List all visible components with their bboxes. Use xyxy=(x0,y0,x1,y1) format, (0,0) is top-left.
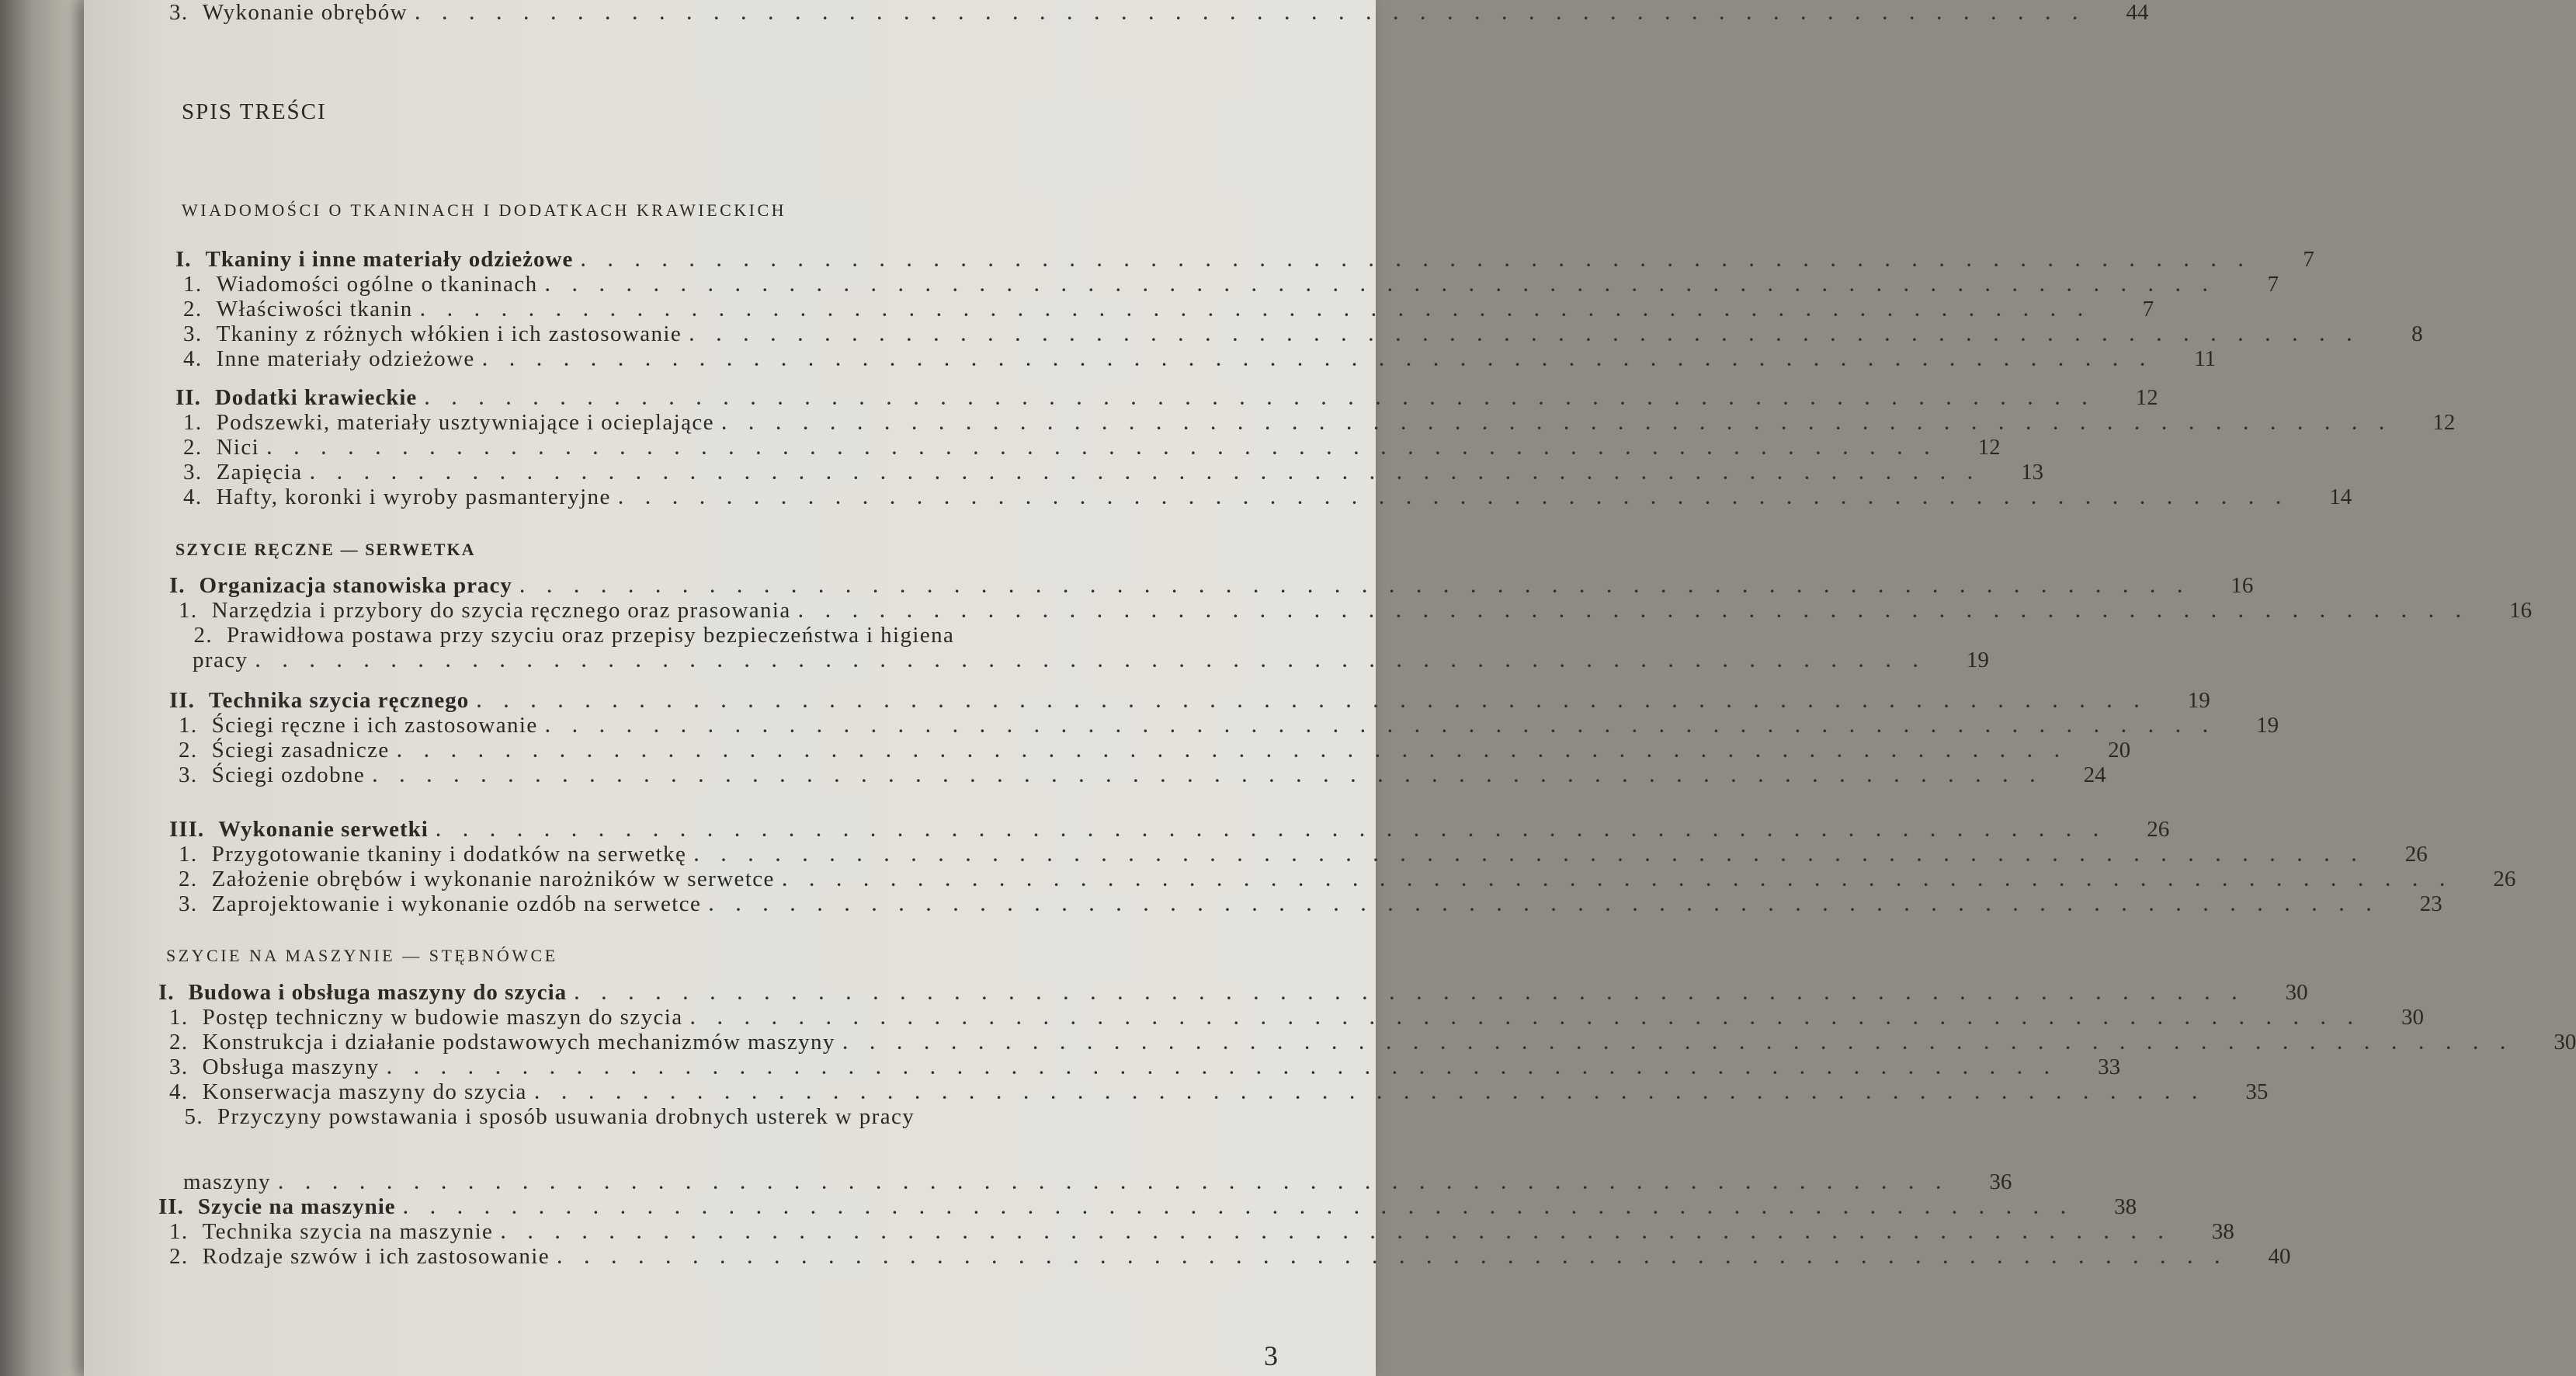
entry-number: 1. xyxy=(179,842,198,867)
chapter-row xyxy=(175,247,2314,273)
page-reference: 12 xyxy=(2432,410,2456,435)
toc-entry-continuation xyxy=(169,1169,2012,1196)
page-number: 3 xyxy=(1264,1340,1278,1371)
toc-entry xyxy=(183,485,2352,511)
dot-leader: . . . . . . . . . . . . . . . . . . . . . . . . . . . . . . . . . . . . . . . . . . . . . . . . . . . . . . . . . . . . . . xyxy=(545,276,2217,295)
dot-leader: . . . . . . . . . . . . . . . . . . . . . . . . . . . . . . . . . . . . . . . . . . . . . . . . . . . . . . . . . . . . . . xyxy=(709,895,2380,915)
toc-entry xyxy=(169,1219,2234,1246)
chapter-title: Budowa i obsługa maszyny do szycia xyxy=(188,980,568,1005)
toc-entry xyxy=(169,0,2149,26)
chapter-number: II. xyxy=(169,688,195,713)
toc-entry xyxy=(179,738,2131,764)
toc-entry-continuation xyxy=(179,648,1989,674)
chapter-row xyxy=(175,385,2158,412)
page-reference: 7 xyxy=(2142,297,2154,321)
dot-leader: . . . . . . . . . . . . . . . . . . . . . . . . . . . . . . . . . . . . . . . . . . . . . . . . . . . . . . . . . . . . . . xyxy=(519,577,2192,596)
dot-leader: . . . . . . . . . . . . . . . . . . . . . . . . . . . . . . . . . . . . . . . . . . . . . . . . . . . . . . . . . . . . . . xyxy=(721,414,2394,433)
entry-title: Postęp techniczny w budowie maszyn do szycia xyxy=(202,1005,683,1030)
page-reference: 20 xyxy=(2108,738,2131,763)
entry-title: Założenie obrębów i wykonanie narożników w serwetce xyxy=(211,867,775,891)
page-reference: 12 xyxy=(1977,435,2001,460)
chapter-title: Wykonanie serwetki xyxy=(218,817,429,842)
toc-entry xyxy=(179,623,954,649)
dot-leader: . . . . . . . . . . . . . . . . . . . . . . . . . . . . . . . . . . . . . . . . . . . . . . . . . . . . . . . . . . . . . . xyxy=(387,1058,2059,1078)
table-of-contents xyxy=(84,0,2576,1376)
dot-leader: . . . . . . . . . . . . . . . . . . . . . . . . . . . . . . . . . . . . . . . . . . . . . . . . . . . . . . . . . . . . . . xyxy=(278,1173,1950,1193)
entry-number: 4. xyxy=(183,485,203,509)
entry-title: Konserwacja maszyny do szycia xyxy=(202,1079,527,1104)
chapter-number: II. xyxy=(175,385,201,410)
entry-number: 1. xyxy=(179,598,198,623)
toc-entry xyxy=(183,460,2044,486)
page-reference: 11 xyxy=(2194,346,2217,371)
dot-leader: . . . . . . . . . . . . . . . . . . . . . . . . . . . . . . . . . . . . . . . . . . . . . . . . . . . . . . . . . . . . . . xyxy=(618,488,2290,508)
page-reference: 26 xyxy=(2404,842,2428,867)
toc-entry xyxy=(169,1244,2291,1270)
entry-title: Właściwości tkanin xyxy=(216,297,413,321)
page-reference: 24 xyxy=(2083,763,2106,787)
entry-number: 3. xyxy=(169,0,189,25)
dot-leader: . . . . . . . . . . . . . . . . . . . . . . . . . . . . . . . . . . . . . . . . . . . . . . . . . . . . . . . . . . . . . . xyxy=(403,1198,2075,1218)
chapter-title: Dodatki krawieckie xyxy=(214,385,418,410)
chapter-row xyxy=(158,980,2308,1006)
chapter-title: Technika szycia ręcznego xyxy=(208,688,470,713)
entry-title-continuation: maszyny xyxy=(183,1169,271,1194)
entry-title: Zapięcia xyxy=(216,460,303,485)
toc-entry xyxy=(179,867,2516,893)
page-reference: 14 xyxy=(2329,485,2352,509)
entry-number: 3. xyxy=(179,763,198,787)
chapter-number: III. xyxy=(169,817,205,842)
entry-title: Wykonanie obrębów xyxy=(202,0,408,25)
toc-entry xyxy=(169,1030,2576,1056)
page-reference: 40 xyxy=(2268,1244,2291,1269)
entry-number: 2. xyxy=(183,435,203,460)
entry-number: 1. xyxy=(179,713,198,738)
chapter-number: I. xyxy=(175,247,192,272)
page-reference: 26 xyxy=(2147,817,2170,842)
toc-entry xyxy=(183,346,2217,373)
toc-entry xyxy=(169,1079,2269,1106)
entry-title: Nici xyxy=(216,435,260,460)
entry-number: 3. xyxy=(183,321,203,346)
entry-title: Przyczyny powstawania i sposób usuwania drobnych usterek w pracy xyxy=(217,1104,915,1129)
page-reference: 36 xyxy=(1989,1169,2012,1194)
dot-leader: . . . . . . . . . . . . . . . . . . . . . . . . . . . . . . . . . . . . . . . . . . . . . . . . . . . . . . . . . . . . . . xyxy=(267,439,1939,458)
entry-number: 2. xyxy=(183,297,203,321)
page-reference: 7 xyxy=(2267,272,2279,297)
entry-number: 2. xyxy=(179,867,198,891)
toc-entry xyxy=(179,713,2279,739)
dot-leader: . . . . . . . . . . . . . . . . . . . . . . . . . . . . . . . . . . . . . . . . . . . . . . . . . . . . . . . . . . . . . . xyxy=(482,350,2154,370)
page-reference: 35 xyxy=(2245,1079,2269,1104)
page-reference: 44 xyxy=(2126,0,2149,25)
page-reference: 33 xyxy=(2098,1055,2121,1079)
page-reference: 13 xyxy=(2021,460,2044,485)
chapter-title: Tkaniny i inne materiały odzieżowe xyxy=(205,247,574,272)
dot-leader: . . . . . . . . . . . . . . . . . . . . . . . . . . . . . . . . . . . . . . . . . . . . . . . . . . . . . . . . . . . . . . xyxy=(534,1083,2206,1103)
page-reference: 26 xyxy=(2493,867,2516,891)
page-reference: 38 xyxy=(2114,1194,2137,1219)
toc-entry xyxy=(179,891,2442,918)
dot-leader: . . . . . . . . . . . . . . . . . . . . . . . . . . . . . . . . . . . . . . . . . . . . . . . . . . . . . . . . . . . . . . xyxy=(373,766,2044,786)
entry-number: 2. xyxy=(169,1244,189,1269)
page-reference: 16 xyxy=(2509,598,2533,623)
dot-leader: . . . . . . . . . . . . . . . . . . . . . . . . . . . . . . . . . . . . . . . . . . . . . . . . . . . . . . . . . . . . . . xyxy=(581,251,2252,270)
toc-entry xyxy=(169,1055,2121,1081)
toc-entry xyxy=(169,1104,915,1131)
toc-entry xyxy=(183,321,2423,348)
page-reference: 16 xyxy=(2231,573,2254,598)
dot-leader: . . . . . . . . . . . . . . . . . . . . . . . . . . . . . . . . . . . . . . . . . . . . . . . . . . . . . . . . . . . . . . xyxy=(545,717,2217,736)
chapter-number: I. xyxy=(169,573,186,598)
entry-number: 1. xyxy=(169,1005,189,1030)
toc-entry xyxy=(169,1005,2424,1031)
entry-title: Tkaniny z różnych włókien i ich zastosowanie xyxy=(216,321,682,346)
chapter-number: I. xyxy=(158,980,175,1005)
chapter-row xyxy=(169,573,2254,599)
dot-leader: . . . . . . . . . . . . . . . . . . . . . . . . . . . . . . . . . . . . . . . . . . . . . . . . . . . . . . . . . . . . . . xyxy=(798,602,2470,621)
entry-title: Zaprojektowanie i wykonanie ozdób na serwetce xyxy=(211,891,702,916)
page-title: SPIS TREŚCI xyxy=(182,99,327,124)
section-heading: WIADOMOŚCI O TKANINACH I DODATKACH KRAWIECKICH xyxy=(182,200,787,220)
entry-number: 1. xyxy=(183,410,203,435)
section-heading: SZYCIE RĘCZNE — SERWETKA xyxy=(175,540,476,559)
dot-leader: . . . . . . . . . . . . . . . . . . . . . . . . . . . . . . . . . . . . . . . . . . . . . . . . . . . . . . . . . . . . . . xyxy=(310,464,1982,483)
page-reference: 23 xyxy=(2419,891,2442,916)
entry-title: Wiadomości ogólne o tkaninach xyxy=(216,272,538,297)
entry-number: 2. xyxy=(169,1030,189,1055)
toc-entry xyxy=(183,410,2456,436)
section-heading: SZYCIE NA MASZYNIE — STĘBNÓWCE xyxy=(166,946,558,965)
entry-title: Konstrukcja i działanie podstawowych mechanizmów maszyny xyxy=(202,1030,835,1055)
page-reference: 30 xyxy=(2553,1030,2576,1055)
toc-entry xyxy=(179,763,2106,789)
dot-leader: . . . . . . . . . . . . . . . . . . . . . . . . . . . . . . . . . . . . . . . . . . . . . . . . . . . . . . . . . . . . . . xyxy=(436,821,2108,840)
dot-leader: . . . . . . . . . . . . . . . . . . . . . . . . . . . . . . . . . . . . . . . . . . . . . . . . . . . . . . . . . . . . . . xyxy=(575,984,2246,1003)
page-reference: 12 xyxy=(2135,385,2158,410)
toc-entry xyxy=(183,435,2001,461)
entry-title: Technika szycia na maszynie xyxy=(202,1219,494,1244)
entry-title-continuation: pracy xyxy=(193,648,248,672)
dot-leader: . . . . . . . . . . . . . . . . . . . . . . . . . . . . . . . . . . . . . . . . . . . . . . . . . . . . . . . . . . . . . . xyxy=(420,301,2092,320)
dot-leader: . . . . . . . . . . . . . . . . . . . . . . . . . . . . . . . . . . . . . . . . . . . . . . . . . . . . . . . . . . . . . . xyxy=(690,1009,2362,1028)
chapter-title: Szycie na maszynie xyxy=(197,1194,396,1219)
entry-title: Ściegi zasadnicze xyxy=(211,738,390,763)
page-reference: 19 xyxy=(2256,713,2279,738)
entry-number: 2. xyxy=(193,623,213,648)
page-reference: 19 xyxy=(1966,648,1989,672)
page-reference: 38 xyxy=(2211,1219,2234,1244)
book-page xyxy=(84,0,2576,1376)
dot-leader: . . . . . . . . . . . . . . . . . . . . . . . . . . . . . . . . . . . . . . . . . . . . . . . . . . . . . . . . . . . . . . xyxy=(842,1034,2515,1053)
page-reference: 8 xyxy=(2411,321,2423,346)
dot-leader: . . . . . . . . . . . . . . . . . . . . . . . . . . . . . . . . . . . . . . . . . . . . . . . . . . . . . . . . . . . . . . xyxy=(501,1223,2172,1242)
entry-number: 2. xyxy=(179,738,198,763)
entry-number: 4. xyxy=(183,346,203,371)
chapter-number: II. xyxy=(158,1194,184,1219)
entry-title: Ściegi ręczne i ich zastosowanie xyxy=(211,713,538,738)
chapter-row xyxy=(169,817,2170,843)
entry-title: Inne materiały odzieżowe xyxy=(216,346,475,371)
entry-title: Podszewki, materiały usztywniające i ocieplające xyxy=(216,410,714,435)
dot-leader: . . . . . . . . . . . . . . . . . . . . . . . . . . . . . . . . . . . . . . . . . . . . . . . . . . . . . . . . . . . . . . xyxy=(477,692,2148,711)
entry-title: Rodzaje szwów i ich zastosowanie xyxy=(202,1244,550,1269)
dot-leader: . . . . . . . . . . . . . . . . . . . . . . . . . . . . . . . . . . . . . . . . . . . . . . . . . . . . . . . . . . . . . . xyxy=(782,870,2454,890)
chapter-row xyxy=(169,688,2210,714)
toc-entry xyxy=(179,842,2428,868)
page-reference: 30 xyxy=(2401,1005,2424,1030)
chapter-title: Organizacja stanowiska pracy xyxy=(199,573,512,598)
entry-title: Prawidłowa postawa przy szyciu oraz przepisy bezpieczeństwa i higiena xyxy=(227,623,955,648)
dot-leader: . . . . . . . . . . . . . . . . . . . . . . . . . . . . . . . . . . . . . . . . . . . . . . . . . . . . . . . . . . . . . . xyxy=(557,1248,2229,1267)
chapter-row xyxy=(158,1194,2137,1221)
entry-title: Obsługa maszyny xyxy=(202,1055,380,1079)
toc-entry xyxy=(183,297,2154,323)
toc-entry xyxy=(179,598,2533,624)
dot-leader: . . . . . . . . . . . . . . . . . . . . . . . . . . . . . . . . . . . . . . . . . . . . . . . . . . . . . . . . . . . . . . xyxy=(255,652,1927,671)
entry-title: Ściegi ozdobne xyxy=(211,763,366,787)
dot-leader: . . . . . . . . . . . . . . . . . . . . . . . . . . . . . . . . . . . . . . . . . . . . . . . . . . . . . . . . . . . . . . xyxy=(425,389,2096,408)
entry-number: 4. xyxy=(169,1079,189,1104)
book-gutter xyxy=(0,0,93,1376)
dot-leader: . . . . . . . . . . . . . . . . . . . . . . . . . . . . . . . . . . . . . . . . . . . . . . . . . . . . . . . . . . . . . . xyxy=(689,325,2361,345)
entry-title: Narzędzia i przybory do szycia ręcznego oraz prasowania xyxy=(211,598,791,623)
page-reference: 19 xyxy=(2187,688,2210,713)
entry-number: 3. xyxy=(179,891,198,916)
entry-number: 3. xyxy=(183,460,203,485)
entry-title: Przygotowanie tkaniny i dodatków na serwetkę xyxy=(211,842,687,867)
entry-number: 1. xyxy=(169,1219,189,1244)
page-reference: 7 xyxy=(2303,247,2314,272)
entry-title: Hafty, koronki i wyroby pasmanteryjne xyxy=(216,485,611,509)
entry-number: 5. xyxy=(184,1104,203,1129)
toc-entry xyxy=(183,272,2279,298)
entry-number: 1. xyxy=(183,272,203,297)
page-reference: 30 xyxy=(2285,980,2308,1005)
dot-leader: . . . . . . . . . . . . . . . . . . . . . . . . . . . . . . . . . . . . . . . . . . . . . . . . . . . . . . . . . . . . . . xyxy=(415,4,2087,23)
entry-number: 3. xyxy=(169,1055,189,1079)
dot-leader: . . . . . . . . . . . . . . . . . . . . . . . . . . . . . . . . . . . . . . . . . . . . . . . . . . . . . . . . . . . . . . xyxy=(694,846,2366,865)
dot-leader: . . . . . . . . . . . . . . . . . . . . . . . . . . . . . . . . . . . . . . . . . . . . . . . . . . . . . . . . . . . . . . xyxy=(397,742,2069,761)
